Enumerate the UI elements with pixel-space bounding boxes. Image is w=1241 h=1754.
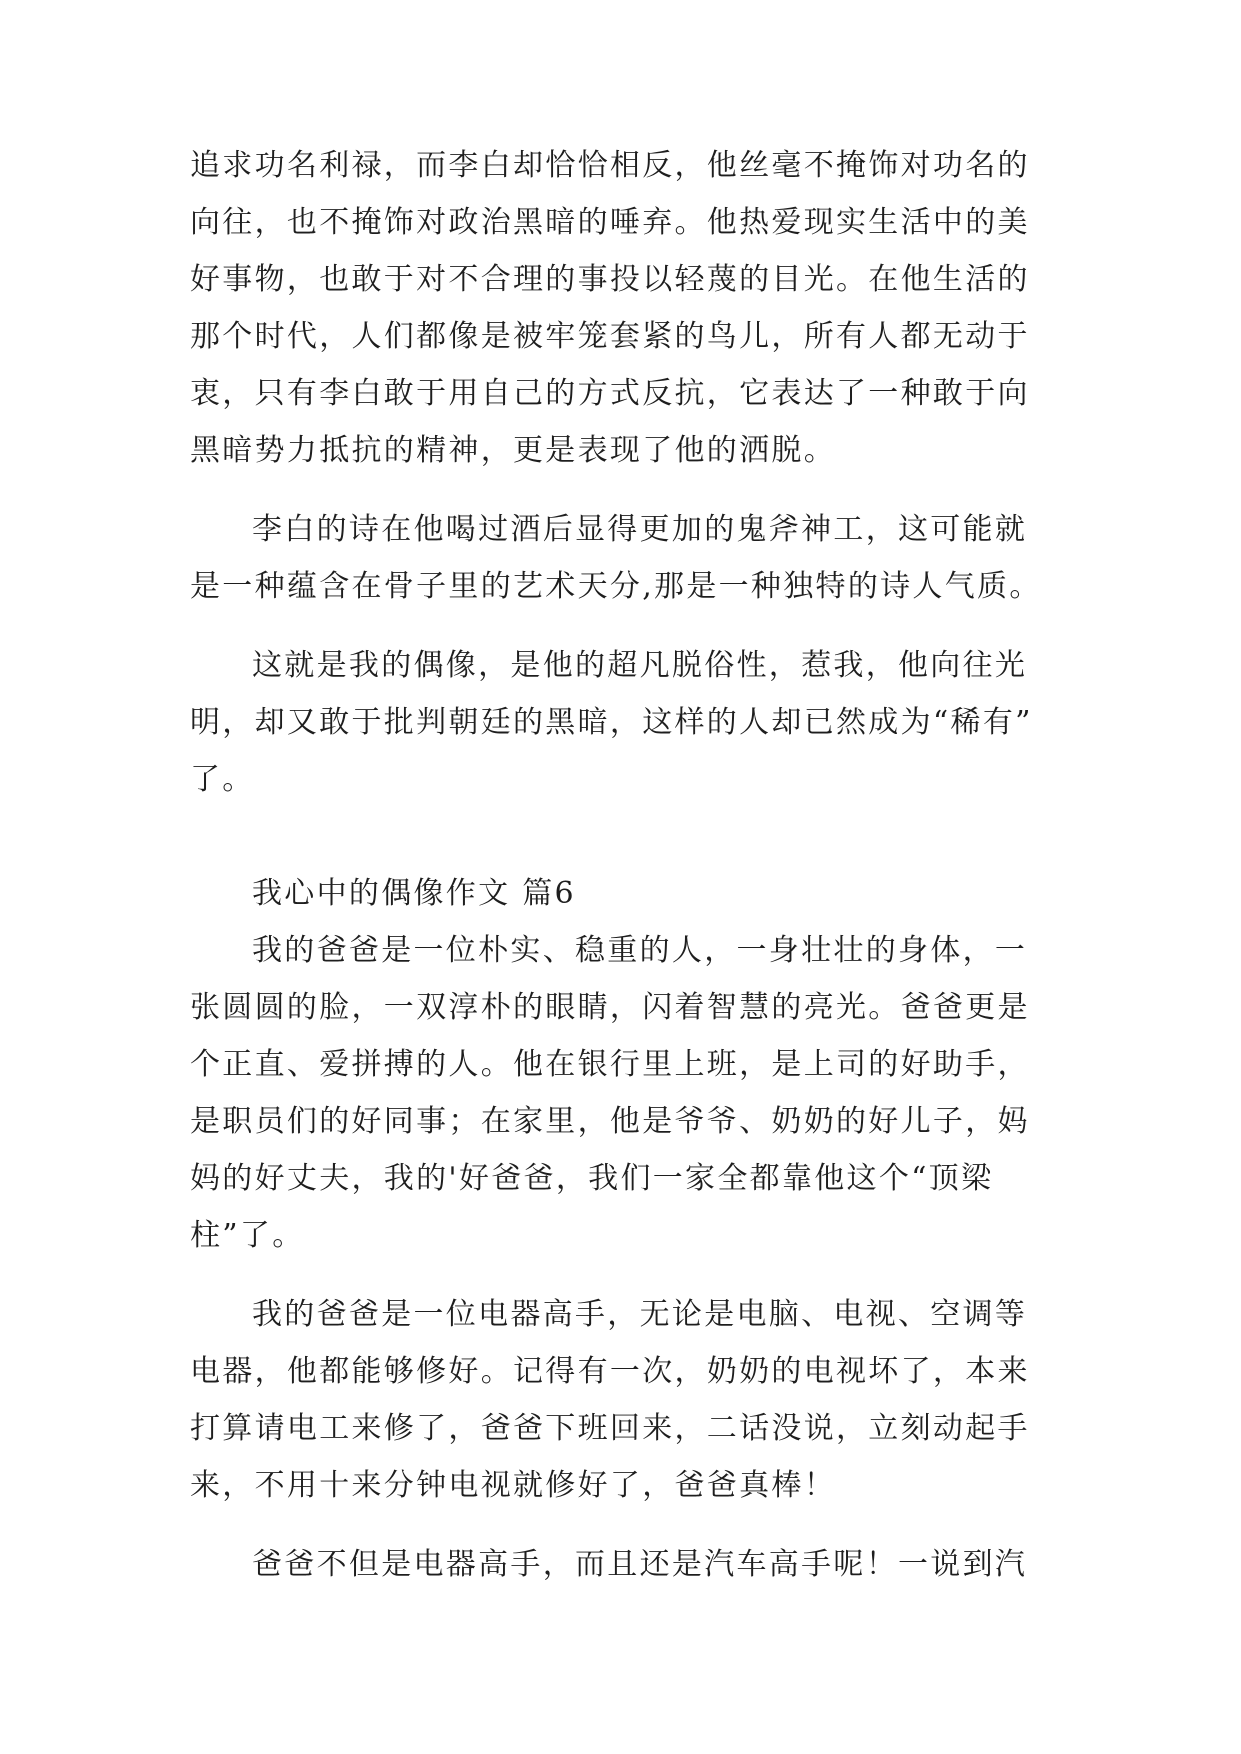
text-line: 衷，只有李白敢于用自己的方式反抗，它表达了一种敢于向 — [190, 376, 1030, 411]
text-line: 那个时代，人们都像是被牢笼套紧的鸟儿，所有人都无动于 — [190, 319, 1030, 354]
paragraph-first-line: 李白的诗在他喝过酒后显得更加的鬼斧神工，这可能就 — [252, 512, 1028, 547]
text-line: 了。 — [190, 762, 255, 797]
paragraph-first-line: 这就是我的偶像，是他的超凡脱俗性，惹我，他向往光 — [252, 648, 1028, 683]
text-line: 张圆圆的脸，一双淳朴的眼睛，闪着智慧的亮光。爸爸更是 — [190, 990, 1030, 1025]
text-line: 好事物，也敢于对不合理的事投以轻蔑的目光。在他生活的 — [190, 262, 1030, 297]
text-line: 电器，他都能够修好。记得有一次，奶奶的电视坏了，本来 — [190, 1354, 1030, 1389]
section-heading: 我心中的偶像作文 篇6 — [252, 876, 576, 911]
text-line: 明，却又敢于批判朝廷的黑暗，这样的人却已然成为“稀有” — [190, 705, 1033, 740]
text-line: 追求功名利禄，而李白却恰恰相反，他丝毫不掩饰对功名的 — [190, 148, 1030, 183]
paragraph-first-line: 我的爸爸是一位朴实、稳重的人，一身壮壮的身体，一 — [252, 933, 1028, 968]
text-line: 黑暗势力抵抗的精神，更是表现了他的洒脱。 — [190, 433, 836, 468]
text-line: 妈的好丈夫，我的'好爸爸，我们一家全都靠他这个“顶梁 — [190, 1161, 994, 1196]
text-line: 打算请电工来修了，爸爸下班回来，二话没说，立刻动起手 — [190, 1411, 1030, 1446]
text-line: 个正直、爱拼搏的人。他在银行里上班，是上司的好助手， — [190, 1047, 1030, 1082]
text-line: 是一种蕴含在骨子里的艺术天分,那是一种独特的诗人气质。 — [190, 569, 1042, 604]
text-line: 来，不用十来分钟电视就修好了，爸爸真棒！ — [190, 1468, 836, 1503]
paragraph-first-line: 我的爸爸是一位电器高手，无论是电脑、电视、空调等 — [252, 1297, 1028, 1332]
text-line: 是职员们的好同事；在家里，他是爷爷、奶奶的好儿子，妈 — [190, 1104, 1030, 1139]
text-line: 柱”了。 — [190, 1218, 305, 1253]
paragraph-first-line: 爸爸不但是电器高手，而且还是汽车高手呢！一说到汽 — [252, 1547, 1028, 1582]
text-line: 向往，也不掩饰对政治黑暗的唾弃。他热爱现实生活中的美 — [190, 205, 1030, 240]
